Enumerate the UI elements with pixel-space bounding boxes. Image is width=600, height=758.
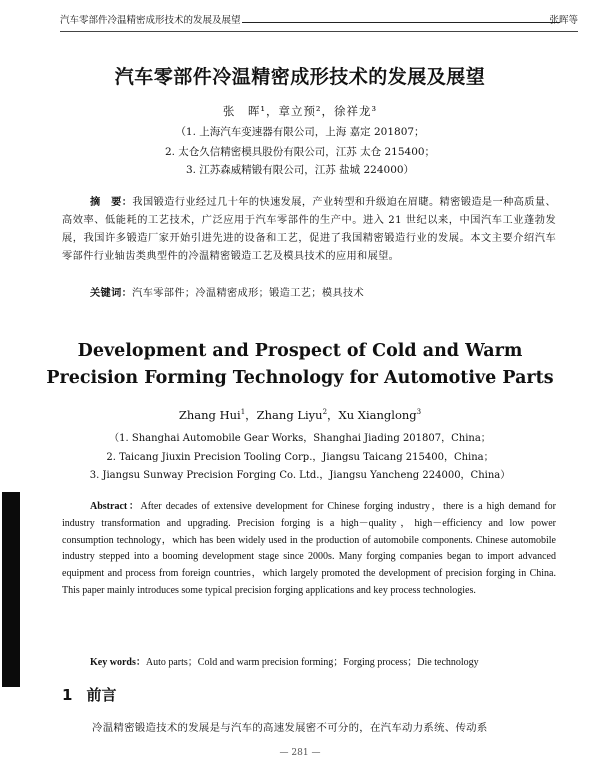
author-2-sup: 2 (322, 408, 328, 417)
page-number: — 281 — (279, 748, 321, 758)
chinese-keywords-text: 汽车零部件；冷温精密成形；锻造工艺；模具技术 (132, 288, 364, 299)
english-abstract-text: After decades of extensive development for Chinese forging industry，there is a high demand for industry transformation and upgrading. Precision forging is a high－quality，high－efficiency and low power consumption technology，which has been widely used in the production of automobile components. Chinese automobile industry stepped into a booming development stage since 2000s. Many forging companies began to import advanced equipment and process from foreign countries，which largely promoted the development of precision forging in China. This paper mainly introduces some typical precision forging applications and key process technologies. (62, 501, 557, 596)
chinese-affiliation-1: （1. 上海汽车变速器有限公司，上海 嘉定 201807； (175, 126, 425, 138)
chinese-affiliation-2: 2. 太仓久信精密模具股份有限公司，江苏 太仓 215400； (164, 146, 436, 158)
running-header-title: 汽车零部件冷温精密成形技术的发展及展望 (60, 15, 241, 26)
author-separator-2: ， (327, 408, 339, 422)
section-title: 前言 (86, 686, 117, 704)
english-title-line-1: Development and Prospect of Cold and Warm (77, 341, 523, 361)
chinese-authors: 张 晖¹，章立预²，徐祥龙³ (222, 104, 378, 118)
chinese-affiliation-3: 3. 江苏森威精锻有限公司，江苏 盐城 224000） (185, 164, 415, 176)
body-paragraph-first-line: 冷温精密锻造技术的发展是与汽车的高速发展密不可分的，在汽车动力系统、传动系 (92, 722, 488, 734)
chinese-keywords-label: 关键词： (90, 287, 133, 299)
english-affiliation-3: 3. Jiangsu Sunway Precision Forging Co. Ltd.，Jiangsu Yancheng 224000，China） (89, 470, 511, 481)
running-header (60, 12, 578, 28)
author-3-sup: 3 (416, 408, 422, 417)
english-title-line-2: Precision Forming Technology for Automotive Parts (46, 368, 554, 388)
scan-binding-shadow (2, 492, 20, 687)
english-keywords-text: Auto parts；Cold and warm precision forming；Forging process；Die technology (145, 657, 479, 668)
english-title (0, 338, 600, 392)
chinese-title: 汽车零部件冷温精密成形技术的发展及展望 (114, 66, 486, 88)
english-keywords (90, 653, 479, 668)
english-affiliation-1: （1. Shanghai Automobile Gear Works，Shanghai Jiading 201807，China； (109, 433, 491, 444)
english-abstract-label: Abstract： (90, 501, 141, 512)
author-2-name: Zhang Liyu (256, 408, 323, 422)
english-affiliation-2: 2. Taicang Jiuxin Precision Tooling Corp.，Jiangsu Taicang 215400，China； (106, 452, 494, 463)
chinese-abstract-label: 摘 要： (90, 196, 133, 208)
section-heading (62, 684, 116, 705)
section-number: 1 (62, 686, 73, 704)
author-1-sup: 1 (240, 408, 246, 417)
running-header-author: 张晖等 (549, 15, 578, 26)
chinese-abstract-text: 我国锻造行业经过几十年的快速发展，产业转型和升级迫在眉睫。精密锻造是一种高质量、高效率、低能耗的工艺技术，广泛应用于汽车零部件的生产中。进入 21 世纪以来，中国汽车工业蓬勃发展，我国许多锻造厂家开始引进先进的设备和工艺，促进了我国精密锻造行业的发展。本文主要介绍汽车零部件行业轴齿类典型件的冷温精密锻造工艺及模具技术的应用和展望。 (62, 197, 556, 262)
author-separator-1: ， (245, 408, 257, 422)
chinese-keywords (90, 284, 364, 299)
chinese-abstract (62, 193, 556, 266)
author-1-name: Zhang Hui (178, 408, 241, 422)
english-abstract (62, 499, 556, 600)
author-3-name: Xu Xianglong (338, 408, 417, 422)
english-authors (0, 407, 600, 423)
header-rule-lower (60, 31, 578, 32)
english-keywords-label: Key words： (90, 657, 146, 668)
header-rule (242, 22, 560, 23)
